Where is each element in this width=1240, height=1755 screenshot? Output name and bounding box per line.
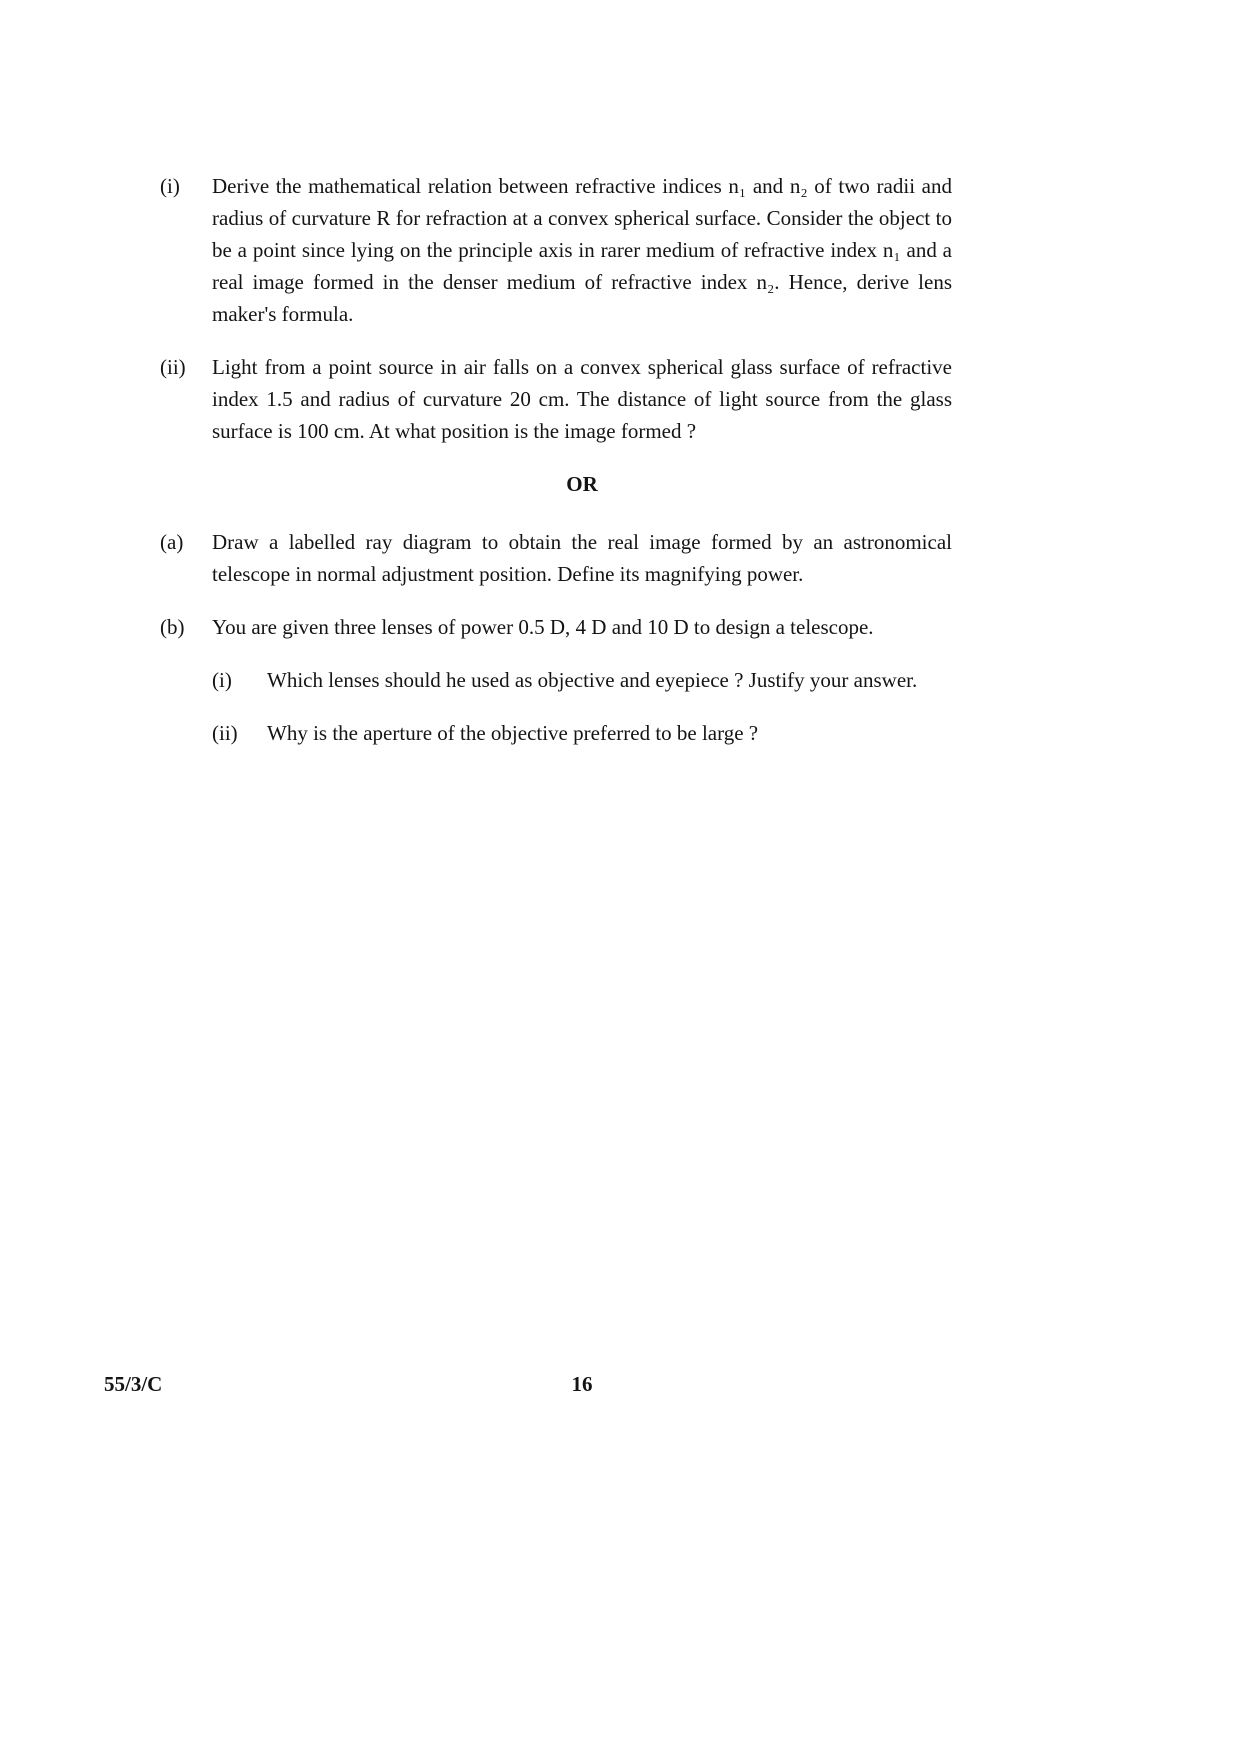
question-item-a xyxy=(160,526,952,590)
question-a-label: (a) xyxy=(160,530,184,554)
question-i-text: Derive the mathematical relation between refractive indices n₁ and n₂ of two radii and radius of curvature R for refraction at a convex spherical surface. Consider the object to be a point since lying on the principle axis in rarer medium of refractive index n₁ and a real image formed in the denser medium of refractive index n₂. Hence, derive lens maker's formula. xyxy=(212,174,952,326)
question-ii-text: Light from a point source in air falls on a convex spherical glass surface of refractive index 1.5 and radius of curvature 20 cm. The distance of light source from the glass surface is 100 cm. At what position is the image formed ? xyxy=(212,355,952,443)
page-content xyxy=(160,170,952,770)
subquestion-i-text: Which lenses should he used as objective and eyepiece ? Justify your answer. xyxy=(267,668,918,692)
question-b-label: (b) xyxy=(160,615,185,639)
paper-code: 55/3/C xyxy=(104,1372,163,1396)
question-item-i xyxy=(160,170,952,330)
question-ii-label: (ii) xyxy=(160,355,186,379)
subquestion-ii-label: (ii) xyxy=(212,721,238,745)
question-item-b xyxy=(160,611,952,643)
question-b-text: You are given three lenses of power 0.5 D, 4 D and 10 D to design a telescope. xyxy=(212,615,874,639)
or-heading: OR xyxy=(566,472,598,496)
subquestion-i-label: (i) xyxy=(212,668,232,692)
question-a-text: Draw a labelled ray diagram to obtain the real image formed by an astronomical telescope in normal adjustment position. Define its magnifying power. xyxy=(212,530,952,586)
subquestion-item-i xyxy=(212,664,952,696)
page-number: 16 xyxy=(571,1372,593,1396)
question-i-label: (i) xyxy=(160,174,180,198)
subquestion-ii-text: Why is the aperture of the objective preferred to be large ? xyxy=(267,721,759,745)
question-item-ii xyxy=(160,351,952,447)
subquestion-item-ii xyxy=(212,717,952,749)
question-b-subitems xyxy=(212,664,952,749)
